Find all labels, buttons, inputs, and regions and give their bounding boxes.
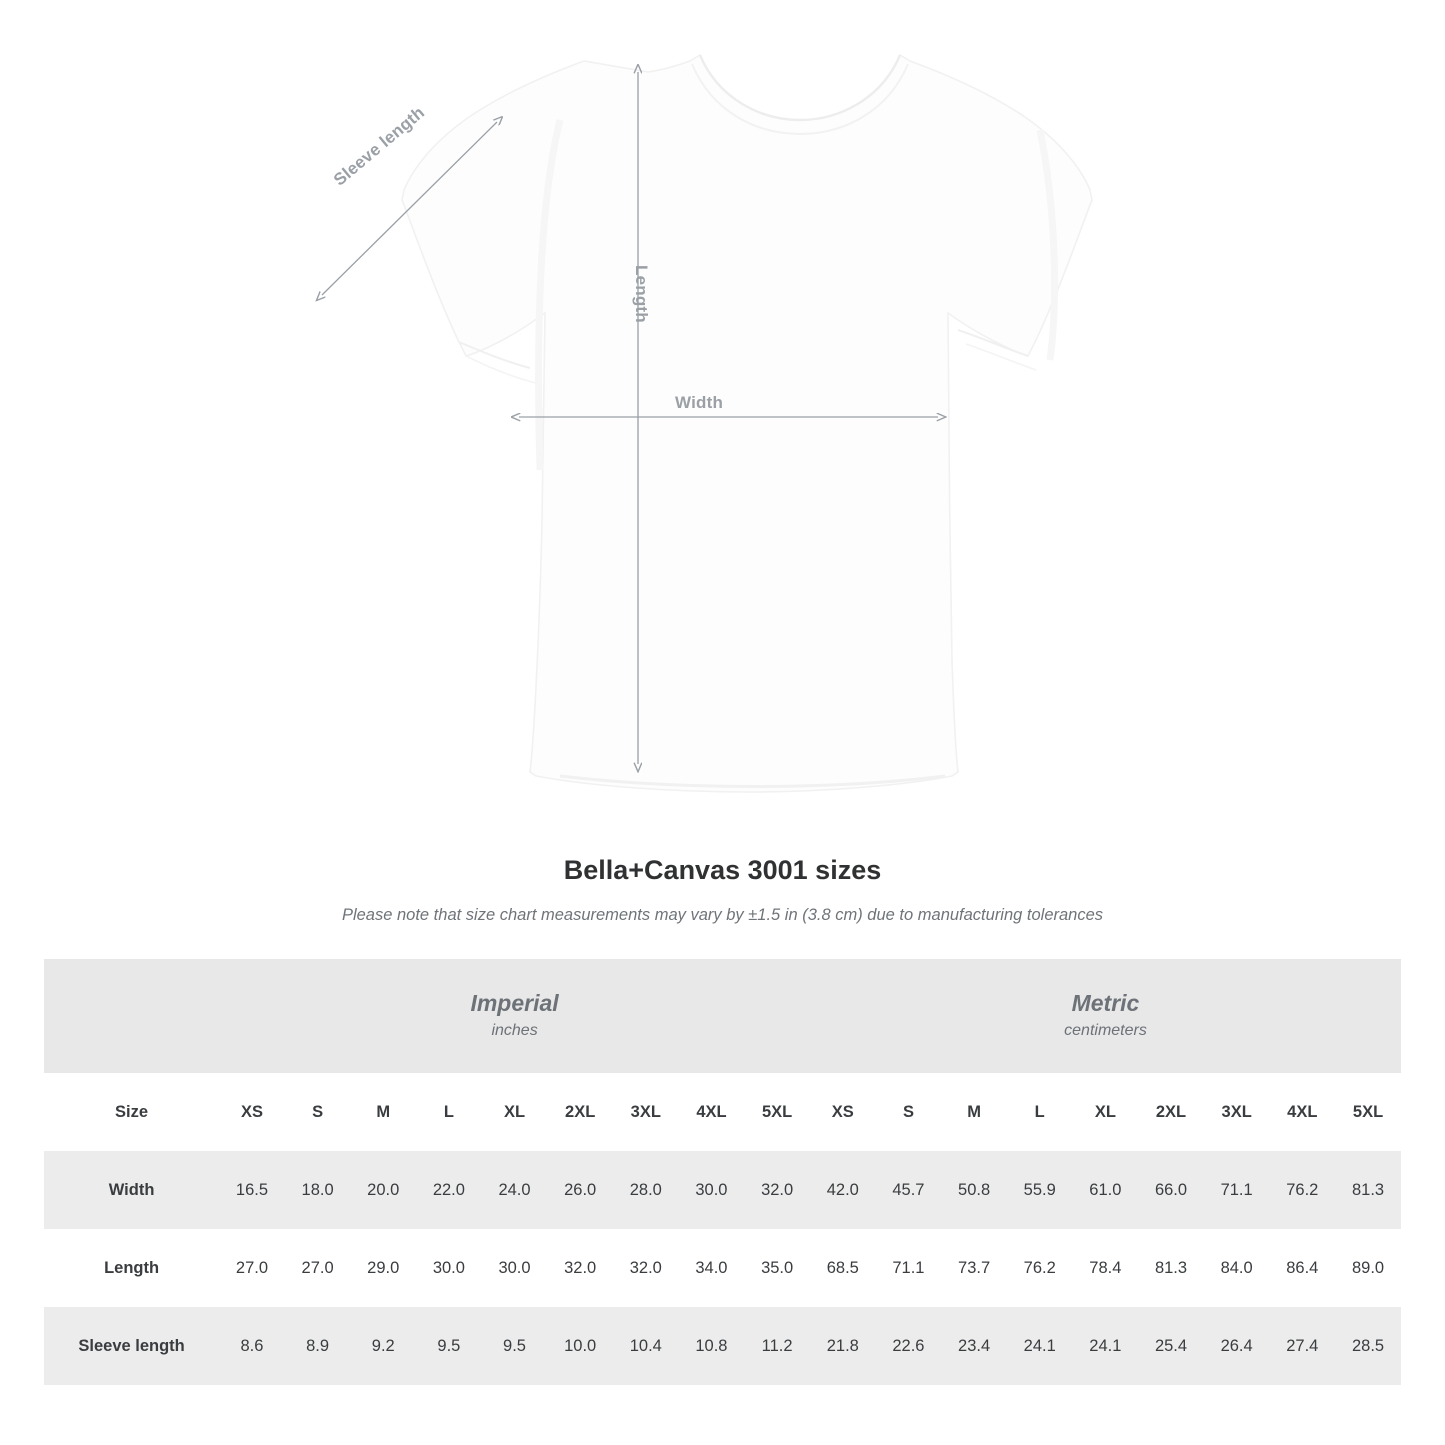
table-cell: 30.0 <box>679 1151 745 1229</box>
tshirt-shape <box>402 55 1092 792</box>
table-cell: 61.0 <box>1073 1151 1139 1229</box>
table-cell: 21.8 <box>810 1307 876 1385</box>
table-cell: 27.0 <box>285 1229 351 1307</box>
table-cell: 45.7 <box>876 1151 942 1229</box>
table-row <box>44 1229 1401 1307</box>
unit-group-metric-name: Metric <box>1071 989 1140 1016</box>
unit-header-row <box>44 959 1401 1073</box>
tolerance-note: Please note that size chart measurements may vary by ±1.5 in (3.8 cm) due to manufacturing tolerances <box>341 906 1104 924</box>
table-cell: 27.4 <box>1269 1307 1335 1385</box>
table-cell: 71.1 <box>1204 1151 1270 1229</box>
table-cell: 28.5 <box>1335 1307 1401 1385</box>
length-label: Length <box>632 265 651 323</box>
table-cell: 81.3 <box>1335 1151 1401 1229</box>
row-label: Length <box>44 1229 219 1307</box>
table-cell: 10.8 <box>679 1307 745 1385</box>
size-header-cell: M <box>941 1073 1007 1151</box>
unit-group-metric <box>810 959 1401 1073</box>
table-cell: 71.1 <box>876 1229 942 1307</box>
table-cell: 73.7 <box>941 1229 1007 1307</box>
row-label: Width <box>44 1151 219 1229</box>
size-header-cell: 5XL <box>1335 1073 1401 1151</box>
table-cell: 8.9 <box>285 1307 351 1385</box>
table-cell: 76.2 <box>1007 1229 1073 1307</box>
size-table <box>44 959 1401 1385</box>
size-header-cell: S <box>285 1073 351 1151</box>
table-cell: 11.2 <box>744 1307 810 1385</box>
size-header-cell: 2XL <box>547 1073 613 1151</box>
size-header-cell: XS <box>219 1073 285 1151</box>
size-table-wrap <box>44 959 1401 1385</box>
unit-group-imperial-sub: inches <box>491 1021 538 1039</box>
table-cell: 32.0 <box>744 1151 810 1229</box>
size-header-cell: 4XL <box>1269 1073 1335 1151</box>
size-header-cell: 3XL <box>1204 1073 1270 1151</box>
table-cell: 9.2 <box>350 1307 416 1385</box>
table-cell: 23.4 <box>941 1307 1007 1385</box>
table-row <box>44 1151 1401 1229</box>
table-cell: 24.1 <box>1007 1307 1073 1385</box>
table-cell: 68.5 <box>810 1229 876 1307</box>
table-cell: 55.9 <box>1007 1151 1073 1229</box>
table-cell: 29.0 <box>350 1229 416 1307</box>
size-header-cell: 5XL <box>744 1073 810 1151</box>
size-header-cell: 3XL <box>613 1073 679 1151</box>
table-cell: 25.4 <box>1138 1307 1204 1385</box>
table-cell: 35.0 <box>744 1229 810 1307</box>
table-cell: 16.5 <box>219 1151 285 1229</box>
table-cell: 22.0 <box>416 1151 482 1229</box>
unit-header-spacer <box>44 959 219 1073</box>
table-cell: 86.4 <box>1269 1229 1335 1307</box>
table-cell: 76.2 <box>1269 1151 1335 1229</box>
table-cell: 84.0 <box>1204 1229 1270 1307</box>
size-header-cell: L <box>416 1073 482 1151</box>
width-label: Width <box>675 393 724 412</box>
table-cell: 28.0 <box>613 1151 679 1229</box>
sleeve-length-label: Sleeve length <box>330 102 429 190</box>
table-row <box>44 1307 1401 1385</box>
table-cell: 20.0 <box>350 1151 416 1229</box>
table-cell: 18.0 <box>285 1151 351 1229</box>
table-cell: 9.5 <box>416 1307 482 1385</box>
size-header-cell: 2XL <box>1138 1073 1204 1151</box>
size-header-cell: XL <box>1073 1073 1139 1151</box>
unit-group-imperial <box>219 959 810 1073</box>
table-cell: 42.0 <box>810 1151 876 1229</box>
size-header-cell: XL <box>482 1073 548 1151</box>
table-cell: 89.0 <box>1335 1229 1401 1307</box>
table-cell: 26.0 <box>547 1151 613 1229</box>
table-cell: 32.0 <box>547 1229 613 1307</box>
table-cell: 24.1 <box>1073 1307 1139 1385</box>
table-cell: 10.4 <box>613 1307 679 1385</box>
size-header-cell: XS <box>810 1073 876 1151</box>
table-cell: 81.3 <box>1138 1229 1204 1307</box>
size-header-cell: S <box>876 1073 942 1151</box>
size-header-cell: L <box>1007 1073 1073 1151</box>
size-header-cell: M <box>350 1073 416 1151</box>
size-header-cell: 4XL <box>679 1073 745 1151</box>
size-header-label: Size <box>44 1073 219 1151</box>
table-cell: 30.0 <box>416 1229 482 1307</box>
table-cell: 26.4 <box>1204 1307 1270 1385</box>
table-cell: 10.0 <box>547 1307 613 1385</box>
table-cell: 32.0 <box>613 1229 679 1307</box>
size-header-row <box>44 1073 1401 1151</box>
unit-group-metric-sub: centimeters <box>1064 1021 1147 1039</box>
table-cell: 78.4 <box>1073 1229 1139 1307</box>
table-cell: 34.0 <box>679 1229 745 1307</box>
table-cell: 66.0 <box>1138 1151 1204 1229</box>
row-label: Sleeve length <box>44 1307 219 1385</box>
table-cell: 24.0 <box>482 1151 548 1229</box>
table-cell: 27.0 <box>219 1229 285 1307</box>
table-cell: 9.5 <box>482 1307 548 1385</box>
page-title: Bella+Canvas 3001 sizes <box>563 855 882 885</box>
unit-group-imperial-name: Imperial <box>470 989 559 1016</box>
table-cell: 50.8 <box>941 1151 1007 1229</box>
table-cell: 30.0 <box>482 1229 548 1307</box>
table-cell: 22.6 <box>876 1307 942 1385</box>
table-cell: 8.6 <box>219 1307 285 1385</box>
